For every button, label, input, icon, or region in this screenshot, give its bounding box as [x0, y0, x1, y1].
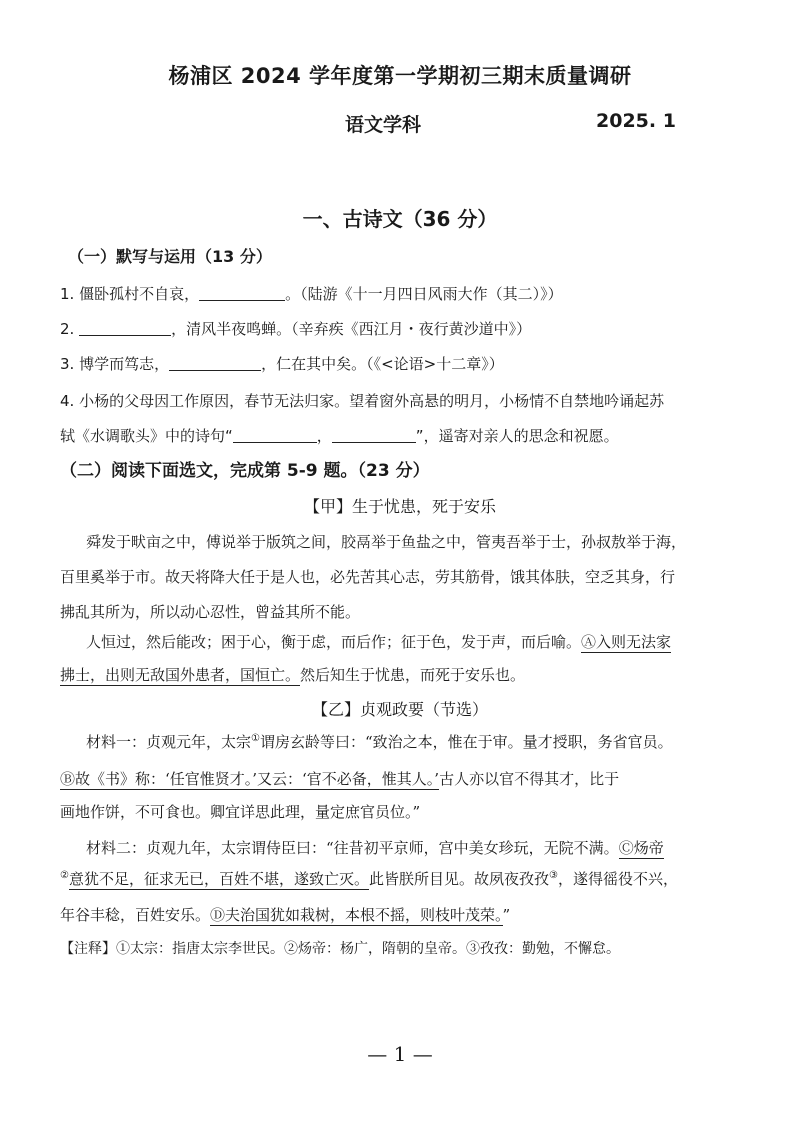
passage-jia-line: 舜发于畎亩之中，傅说举于版筑之间，胶鬲举于鱼盐之中，管夷吾举于士，孙叔敖举于海，: [86, 533, 687, 551]
passage-text: 材料二：贞观九年，太宗谓侍臣曰：“往昔初平京师，宫中美女珍玩，无院不满。: [86, 839, 619, 857]
passage-text: 此皆朕所目见。故夙夜孜孜: [368, 870, 549, 888]
passage-yi-line: [60, 768, 740, 789]
question-2-text-b: ，清风半夜鸣蝉。（辛弃疾《西江月・夜行黄沙道中》）: [171, 320, 532, 338]
question-2-text-a: 2.: [60, 320, 80, 338]
underlined-sentence-c: Ⓒ炀帝: [618, 839, 664, 857]
subject-label: 语文学科: [345, 114, 422, 136]
question-4-line-1: 4. 小杨的父母因工作原因，春节无法归家。望着窗外高悬的明月，小杨情不自禁地吟诵起苏: [60, 392, 665, 410]
passage-jia-line: 百里奚举于市。故天将降大任于是人也，必先苦其心志，劳其筋骨，饿其体肤，空乏其身，行: [60, 568, 676, 586]
page-number: — 1 —: [367, 1042, 433, 1066]
underlined-sentence-c-cont: 意犹不足，征求无已，百姓不堪，遂致亡灭。: [68, 870, 369, 888]
question-4-text-mid: ，: [316, 427, 332, 445]
passage-text: ，遂得徭役不兴，: [557, 870, 678, 888]
passage-text: ”: [502, 906, 511, 924]
passage-jia-line: [60, 664, 740, 685]
part1-heading: （一）默写与运用（13 分）: [68, 247, 272, 266]
passage-jia-line: 拂乱其所为，所以动心忍性，曾益其所不能。: [60, 603, 361, 621]
passage-yi-line: [86, 837, 766, 858]
annotation-notes: 【注释】①太宗：指唐太宗李世民。②炀帝：杨广，隋朝的皇帝。③孜孜：勤勉，不懈怠。: [60, 941, 620, 957]
question-3: [60, 353, 504, 374]
underlined-sentence-a: Ⓐ入则无法家: [581, 633, 672, 651]
passage-text: 然后知生于忧患，而死于安乐也。: [300, 666, 526, 684]
passage-text: 材料一：贞观元年，太宗: [86, 733, 252, 751]
question-4-text-b: ”，遥寄对亲人的思念和祝愿。: [415, 427, 619, 445]
passage-jia-line: [86, 631, 766, 652]
passage-text: 谓房玄龄等曰：“致治之本，惟在于审。量才授职，务省官员。: [259, 733, 673, 751]
footnote-marker: ③: [549, 870, 558, 881]
underlined-sentence-a-cont: 拂士，出则无敌国外患者，国恒亡。: [60, 666, 301, 684]
exam-title: 杨浦区 2024 学年度第一学期初三期末质量调研: [168, 64, 632, 88]
question-2: [60, 318, 531, 339]
question-1-text-a: 1. 僵卧孤村不自哀，: [60, 285, 200, 303]
underlined-sentence-b: Ⓑ故《书》称：‘任官惟贤才。’又云：‘官不必备，惟其人。’: [60, 770, 440, 788]
answer-blank: [332, 427, 416, 443]
question-4-line-2: [60, 425, 619, 446]
passage-text: 古人亦以官不得其才，比于: [439, 770, 620, 788]
section-heading: 一、古诗文（36 分）: [302, 207, 498, 231]
exam-date: 2025. 1: [596, 110, 676, 132]
question-1-text-b: 。（陆游《十一月四日风雨大作（其二）》）: [285, 285, 563, 303]
part2-heading: （二）阅读下面选文，完成第 5-9 题。（23 分）: [60, 461, 430, 481]
underlined-sentence-d: Ⓓ夫治国犹如栽树，本根不摇，则枝叶茂荣。: [210, 906, 503, 924]
question-3-text-b: ，仁在其中矣。（《<论语>十二章》）: [261, 355, 504, 373]
answer-blank: [169, 355, 261, 371]
passage-text: 年谷丰稔，百姓安乐。: [60, 906, 211, 924]
answer-blank: [199, 285, 285, 301]
passage-text: 人恒过，然后能改；困于心，衡于虑，而后作；征于色，发于声，而后喻。: [86, 633, 582, 651]
question-3-text-a: 3. 博学而笃志，: [60, 355, 170, 373]
passage-yi-line: [60, 904, 740, 925]
question-1: [60, 283, 563, 304]
passage-yi-line: [86, 731, 766, 752]
question-4-text-a: 轼《水调歌头》中的诗句“: [60, 427, 233, 445]
footnote-marker: ②: [60, 870, 69, 881]
passage-yi-line: 画地作饼，不可食也。卿宜详思此理，量定庶官员位。”: [60, 803, 421, 821]
passage-yi-title: 【乙】贞观政要（节选）: [311, 700, 488, 719]
answer-blank: [233, 427, 317, 443]
passage-jia-title: 【甲】生于忧患，死于安乐: [303, 497, 496, 516]
answer-blank: [79, 320, 171, 336]
footnote-marker: ①: [251, 733, 260, 744]
passage-yi-line: [60, 868, 740, 889]
